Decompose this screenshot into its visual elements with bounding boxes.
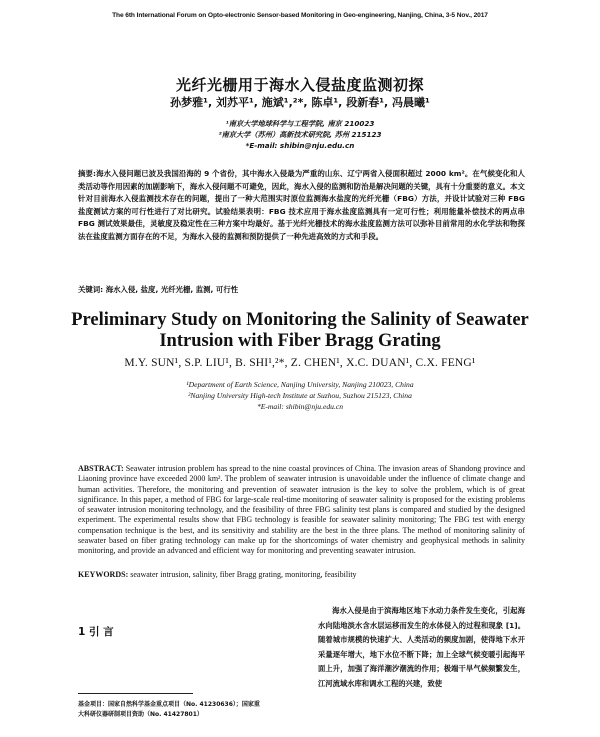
chinese-keywords-label: 关键词: — [78, 285, 104, 294]
chinese-keywords-text: 海水入侵, 盐度, 光纤光栅, 监测, 可行性 — [105, 285, 239, 294]
chinese-authors: 孙梦雅¹, 刘苏平¹, 施斌¹,²*, 陈卓¹, 段新春¹, 冯晨曦¹ — [170, 96, 430, 109]
chinese-title: 光纤光栅用于海水入侵盐度监测初探 — [175, 76, 424, 94]
introduction-text: 海水入侵是由于滨海地区地下水动力条件发生变化，引起海水向陆地淡水含水层运移而发生的水体侵入的过程和现象 [1]。随着城市规模的快速扩大、人类活动的频度加剧，使得地下水开采量逐年增大，地下水位不断下降；加上全球气候变暖引起海平面上升，加强了海洋潮汐潮流的作用；极端干旱气候频繁发生，江河流域水库和调水工程的兴建，致使 — [318, 606, 525, 688]
english-abstract-label: ABSTRACT: — [78, 464, 124, 473]
funding-footnote — [78, 700, 293, 719]
english-keywords — [78, 570, 525, 579]
conference-header: The 6th International Forum on Opto-electronic Sensor-based Monitoring in Geo-engineering, Nanjing, China, 3-5 Nov., 2017 — [112, 12, 488, 19]
english-abstract-text: Seawater intrusion problem has spread to the nine coastal provinces of China. The invasion areas of Shandong province and Liaoning province have exceeded 2000 km². The problem of seawater intrusion is unavoidable under the influence of climate change and human activities. Therefore, the monitoring and prevention of seawater intrusion is the key to solve the problem, which is of great significance. In this paper, a method of FBG for large-scale real-time monitoring of seawater salinity is proposed for the existing problems of seawater intrusion monitoring technology, and the feasibility of three FBG salinity test plans is compared and studied by the designed experiment. The experimental results show that FBG technology is feasible for seawater salinity monitoring; The FBG test with energy compensation technique is the best, and its sensitivity and stability are the best in the three plans. The method of monitoring salinity of seawater based on fiber grating technology can make up for the shortcomings of water chemistry and geophysical methods in salinity monitoring, and provide an advanced and efficient way for monitoring and preventing seawater intrusion. — [78, 464, 525, 556]
english-email: *E-mail: shibin@nju.edu.cn — [256, 402, 344, 411]
chinese-abstract-label: 摘要: — [78, 169, 97, 178]
english-affiliation-2: ²Nanjing University High-tech Institute at Suzhou, Suzhou 215123, China — [188, 391, 412, 400]
chinese-abstract-text: 海水入侵问题已波及我国沿海的 9 个省份，其中海水入侵最为严重的山东、辽宁两省入侵面积超过 2000 km²。在气候变化和人类活动等作用因素的加剧影响下，海水入侵问题不可避免，因此，海水入侵的监测和防治是解决问题的关键，具有十分重要的意义。本文针对目前海水入侵监测技术存在的问题，提出了一种大范围实时原位监测海水盐度的光纤光栅（FBG）方法，并设计试验对三种 FBG 盐度测试方案的可行性进行了对比研究。试验结果表明：FBG 技术应用于海水盐度监测具有一定可行性；利用能量补偿技术的两点串 FBG 测试效果最佳，灵敏度及稳定性在三种方案中均最好。基于光纤光栅技术的海水盐度监测方法可以弥补目前常用的水化学法和物探法在盐度监测方面存在的不足，为海水入侵的监测和预防提供了一种先进高效的方式和手段。 — [78, 169, 526, 241]
chinese-email: *E-mail: shibin@nju.edu.cn — [245, 141, 355, 150]
english-affiliation-1: ¹Department of Earth Science, Nanjing University, Nanjing 210023, China — [186, 380, 414, 389]
footnote-divider — [78, 693, 193, 694]
chinese-affiliation-2: ²南京大学（苏州）高新技术研究院, 苏州 215123 — [218, 130, 382, 139]
funding-line-1: 基金项目：国家自然科学基金重点项目（No. 41230636）；国家重 — [78, 701, 260, 708]
funding-line-2: 大科研仪器研制项目资助（No. 41427801） — [78, 710, 203, 718]
chinese-keywords — [78, 284, 525, 295]
chinese-affiliation-1: ¹南京大学地球科学与工程学院, 南京 210023 — [225, 119, 375, 128]
chinese-abstract — [78, 168, 525, 244]
english-title — [0, 310, 600, 352]
english-title-line-2: Intrusion with Fiber Bragg Grating — [159, 331, 441, 351]
english-title-line-1: Preliminary Study on Monitoring the Salinity of Seawater — [71, 310, 529, 330]
introduction-paragraph — [318, 604, 525, 692]
english-keywords-label: KEYWORDS: — [78, 570, 129, 579]
section-heading-introduction: 1 引 言 — [78, 626, 114, 638]
english-keywords-text: seawater intrusion, salinity, fiber Bragg grating, monitoring, feasibility — [128, 570, 357, 579]
english-authors: M.Y. SUN¹, S.P. LIU¹, B. SHI¹,²*, Z. CHEN¹, X.C. DUAN¹, C.X. FENG¹ — [124, 357, 476, 369]
english-abstract — [78, 464, 525, 557]
